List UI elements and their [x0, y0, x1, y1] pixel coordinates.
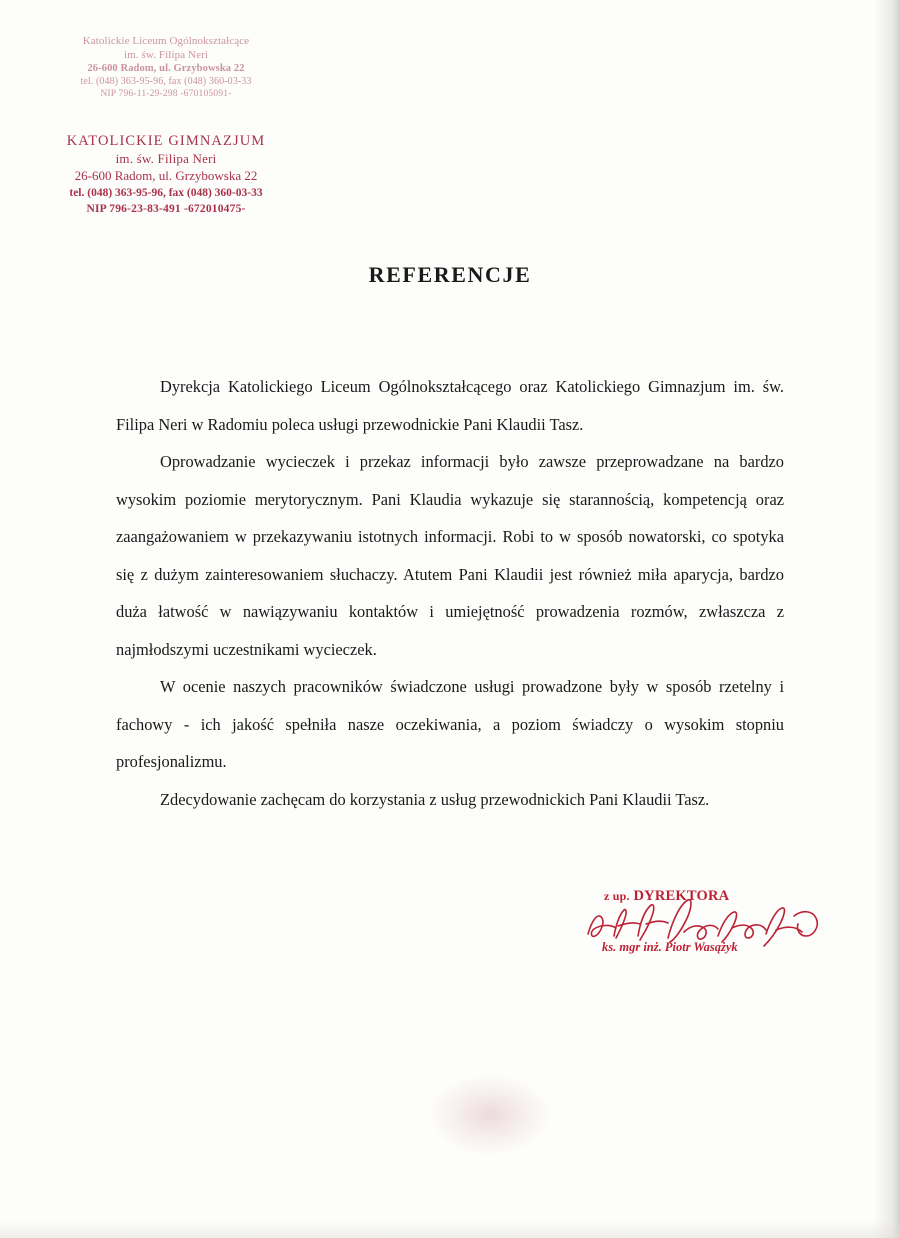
main-stamp-institution: KATOLICKIE GIMNAZJUM [66, 133, 266, 149]
scan-edge-bottom [0, 1220, 900, 1238]
signature-block [588, 888, 838, 984]
paragraph-1: Dyrekcja Katolickiego Liceum Ogólnokształcącego oraz Katolickiego Gimnazjum im. św. Filipa Neri w Radomiu poleca usługi przewodnickie Pani Klaudii Tasz. [116, 377, 784, 434]
faded-stamp-line-4: tel. (048) 363-95-96, fax (048) 360-03-33 [80, 75, 252, 87]
scan-smudge [430, 1075, 550, 1155]
signatory-name: ks. mgr inż. Piotr Wasążyk [602, 940, 738, 954]
signature-prefix: z up. [604, 889, 630, 903]
faded-stamp-line-3: 26-600 Radom, ul. Grzybowska 22 [87, 63, 245, 75]
page-title: REFERENCJE [368, 262, 532, 287]
main-stamp-nip: NIP 796-23-83-491 -672010475- [86, 202, 246, 215]
main-stamp-address: 26-600 Radom, ul. Grzybowska 22 [74, 168, 258, 184]
letterhead-faded-stamp [56, 34, 276, 101]
faded-stamp-line-1: Katolickie Liceum Ogólnokształcące [82, 35, 250, 47]
document-body [116, 368, 784, 818]
paragraph-4: Zdecydowanie zachęcam do korzystania z usług przewodnickich Pani Klaudii Tasz. [160, 789, 710, 809]
main-stamp-phone: tel. (048) 363-95-96, fax (048) 360-03-33 [69, 186, 263, 199]
scan-edge-right [874, 0, 900, 1238]
faded-stamp-line-5: NIP 796-11-29-298 -670105091- [100, 89, 232, 100]
faded-stamp-line-2: im. św. Filipa Neri [124, 49, 208, 62]
main-stamp-patron: im. św. Filipa Neri [115, 150, 217, 166]
paragraph-2: Oprowadzanie wycieczek i przekaz informacji było zawsze przeprowadzane na bardzo wysokim poziomie merytorycznym. Pani Klaudia wykazuje się starannością, kompetencją oraz zaangażowaniem w przekazywaniu istotnych informacji. Robi to w sposób nowatorski, co spotyka się z dużym zainteresowaniem słuchaczy. Atutem Pani Klaudii jest również miła aparycja, bardzo duża łatwość w nawiązywaniu kontaktów i umiejętność prowadzenia rozmów, zwłaszcza z najmłodszymi uczestnikami wycieczek. [116, 452, 784, 659]
letterhead-main-stamp [52, 132, 280, 216]
signature-role [604, 888, 729, 905]
paragraph-3: W ocenie naszych pracowników świadczone usługi prowadzone były w sposób rzetelny i fachowy - ich jakość spełniła nasze oczekiwania, a poziom świadczy o wysokim stopniu profesjonalizmu. [116, 677, 784, 771]
signature-role-label: DYREKTORA [633, 888, 730, 904]
